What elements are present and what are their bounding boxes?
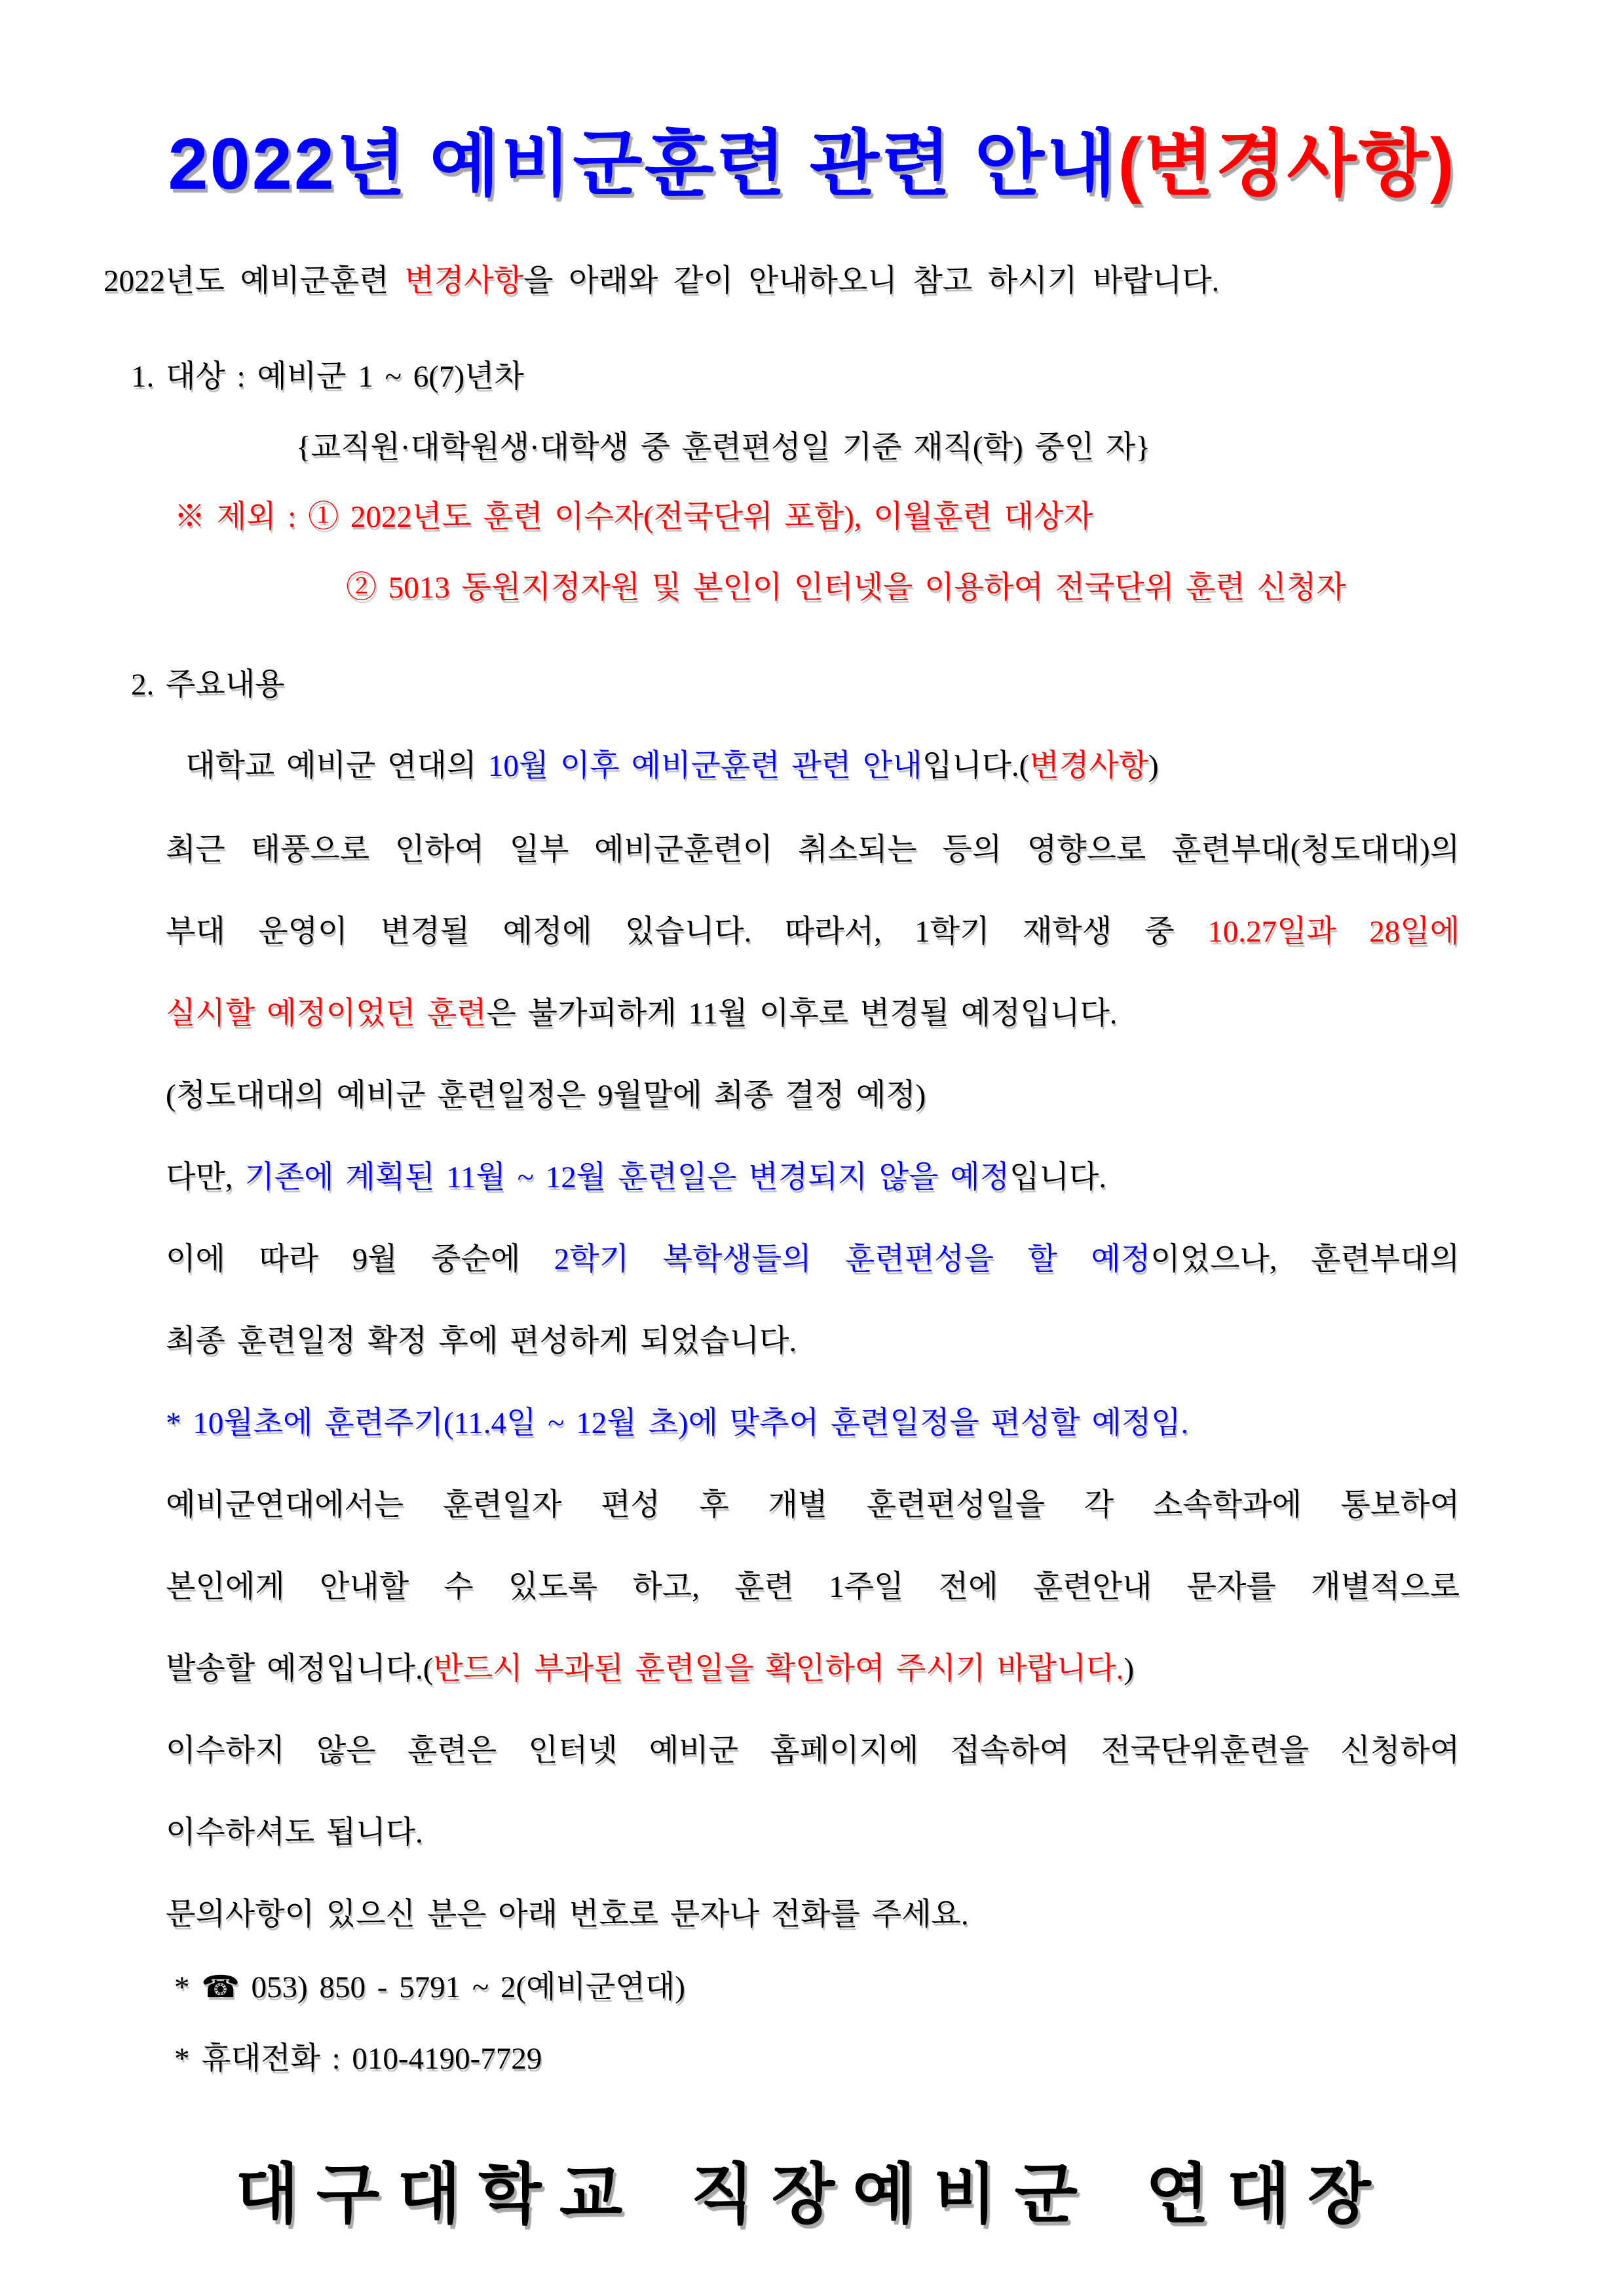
text-segment: * 휴대전화 : 010-4190-7729: [174, 2042, 542, 2076]
body-line-09: [166, 1404, 1188, 1444]
text-segment: 053) 850 - 5791 ~ 2(예비군연대): [239, 1970, 685, 2004]
text-segment-blue: 기존에 계획된 11월 ~ 12월 훈련일은 변경되지 않을 예정: [244, 1160, 1010, 1195]
phone-icon: ☎: [201, 1969, 240, 2005]
text-segment-red: 반드시 부과된 훈련일을 확인하여 주시기 바랍니다.: [433, 1652, 1124, 1686]
text-segment: 대학교 예비군 연대의: [185, 749, 488, 783]
section1-scope: [296, 428, 1150, 468]
text-segment: 을 아래와 같이 안내하오니 참고 하시기 바랍니다.: [523, 264, 1220, 298]
text-segment: 본인에게 안내할 수 있도록 하고, 훈련 1주일 전에 훈련안내 문자를 개별적으로: [166, 1570, 1460, 1604]
page-title-suffix: (변경사항): [1118, 123, 1456, 204]
body-line-07: [166, 1240, 1460, 1280]
text-segment: 다만,: [166, 1160, 245, 1195]
text-segment: 1. 대상 : 예비군 1 ~ 6(7)년차: [131, 360, 524, 394]
text-segment: 이에 따라 9월 중순에: [166, 1242, 554, 1276]
body-line-10: [166, 1485, 1460, 1525]
body-line-05: [166, 1076, 926, 1116]
page-title: [0, 106, 1624, 210]
text-segment: *: [174, 1970, 202, 2004]
body-line-04: [166, 994, 1118, 1034]
body-line-08: [166, 1322, 797, 1362]
text-segment: 이었으나, 훈련부대의: [1150, 1242, 1460, 1276]
text-segment: 최근 태풍으로 인하여 일부 예비군훈련이 취소되는 등의 영향으로 훈련부대(청도대대)의: [166, 833, 1460, 867]
text-segment: 이수하셔도 됩니다.: [166, 1816, 423, 1850]
text-segment: 발송할 예정입니다.(: [166, 1652, 434, 1686]
section2-heading: [131, 665, 285, 705]
contact-office-phone: [174, 1967, 685, 2008]
body-line-13: [166, 1731, 1460, 1771]
text-segment: ② 5013 동원지정자원 및 본인이 인터넷을 이용하여 전국단위 훈련 신청자: [346, 571, 1346, 605]
page-title-main: 2022년 예비군훈련 관련 안내: [168, 123, 1118, 204]
body-line-03: [166, 912, 1460, 952]
body-line-14: [166, 1813, 423, 1853]
signature-line: [0, 2141, 1624, 2236]
body-line-11: [166, 1567, 1460, 1607]
contact-mobile-phone: [174, 2039, 542, 2079]
text-segment: 입니다.: [1010, 1160, 1107, 1195]
text-segment-red: 10.27일과 28일에: [1207, 915, 1460, 949]
text-segment: ): [1124, 1652, 1134, 1686]
text-segment-blue: * 10월초에 훈련주기(11.4일 ~ 12월 초)에 맞추어 훈련일정을 편성할 예정임.: [166, 1406, 1189, 1440]
body-line-06: [166, 1158, 1106, 1198]
body-line-12: [166, 1649, 1134, 1689]
text-segment: (청도대대의 예비군 훈련일정은 9월말에 최종 결정 예정): [166, 1079, 926, 1113]
text-segment: 2. 주요내용: [131, 668, 285, 702]
intro-line: [104, 261, 1219, 301]
text-segment: 대구대학교 직장예비군 연대장: [235, 2158, 1389, 2231]
body-line-01: [185, 746, 1159, 786]
text-segment: ): [1148, 749, 1159, 783]
text-segment: 예비군연대에서는 훈련일자 편성 후 개별 훈련편성일을 각 소속학과에 통보하여: [166, 1488, 1460, 1522]
text-segment-emphasis: 변경사항: [404, 264, 523, 298]
text-segment-red: 실시할 예정이었던 훈련: [166, 997, 487, 1031]
text-segment-red: 변경사항: [1029, 749, 1148, 783]
text-segment: 이수하지 않은 훈련은 인터넷 예비군 홈페이지에 접속하여 전국단위훈련을 신청하여: [166, 1734, 1460, 1768]
text-segment: 최종 훈련일정 확정 후에 편성하게 되었습니다.: [166, 1324, 797, 1358]
text-segment: 은 불가피하게 11월 이후로 변경될 예정입니다.: [486, 997, 1118, 1031]
body-line-02: [166, 830, 1460, 870]
text-segment: {교직원·대학원생·대학생 중 훈련편성일 기준 재직(학) 중인 자}: [296, 430, 1150, 465]
text-segment: 부대 운영이 변경될 예정에 있습니다. 따라서, 1학기 재학생 중: [166, 915, 1208, 949]
text-segment-blue: 2학기 복학생들의 훈련편성을 할 예정: [554, 1242, 1151, 1276]
section1-exclusion-note-1: [174, 497, 1093, 537]
section1-heading: [131, 357, 524, 397]
section1-exclusion-note-2: [346, 568, 1346, 608]
text-segment: 문의사항이 있으신 분은 아래 번호로 문자나 전화를 주세요.: [166, 1898, 969, 1932]
text-segment: 2022년도 예비군훈련: [104, 264, 405, 298]
text-segment: ※ 제외 : ① 2022년도 훈련 이수자(전국단위 포함), 이월훈련 대상자: [174, 500, 1093, 534]
text-segment-blue: 10월 이후 예비군훈련 관련 안내: [487, 749, 922, 783]
body-line-15: [166, 1895, 969, 1935]
text-segment: 입니다.(: [922, 749, 1030, 783]
